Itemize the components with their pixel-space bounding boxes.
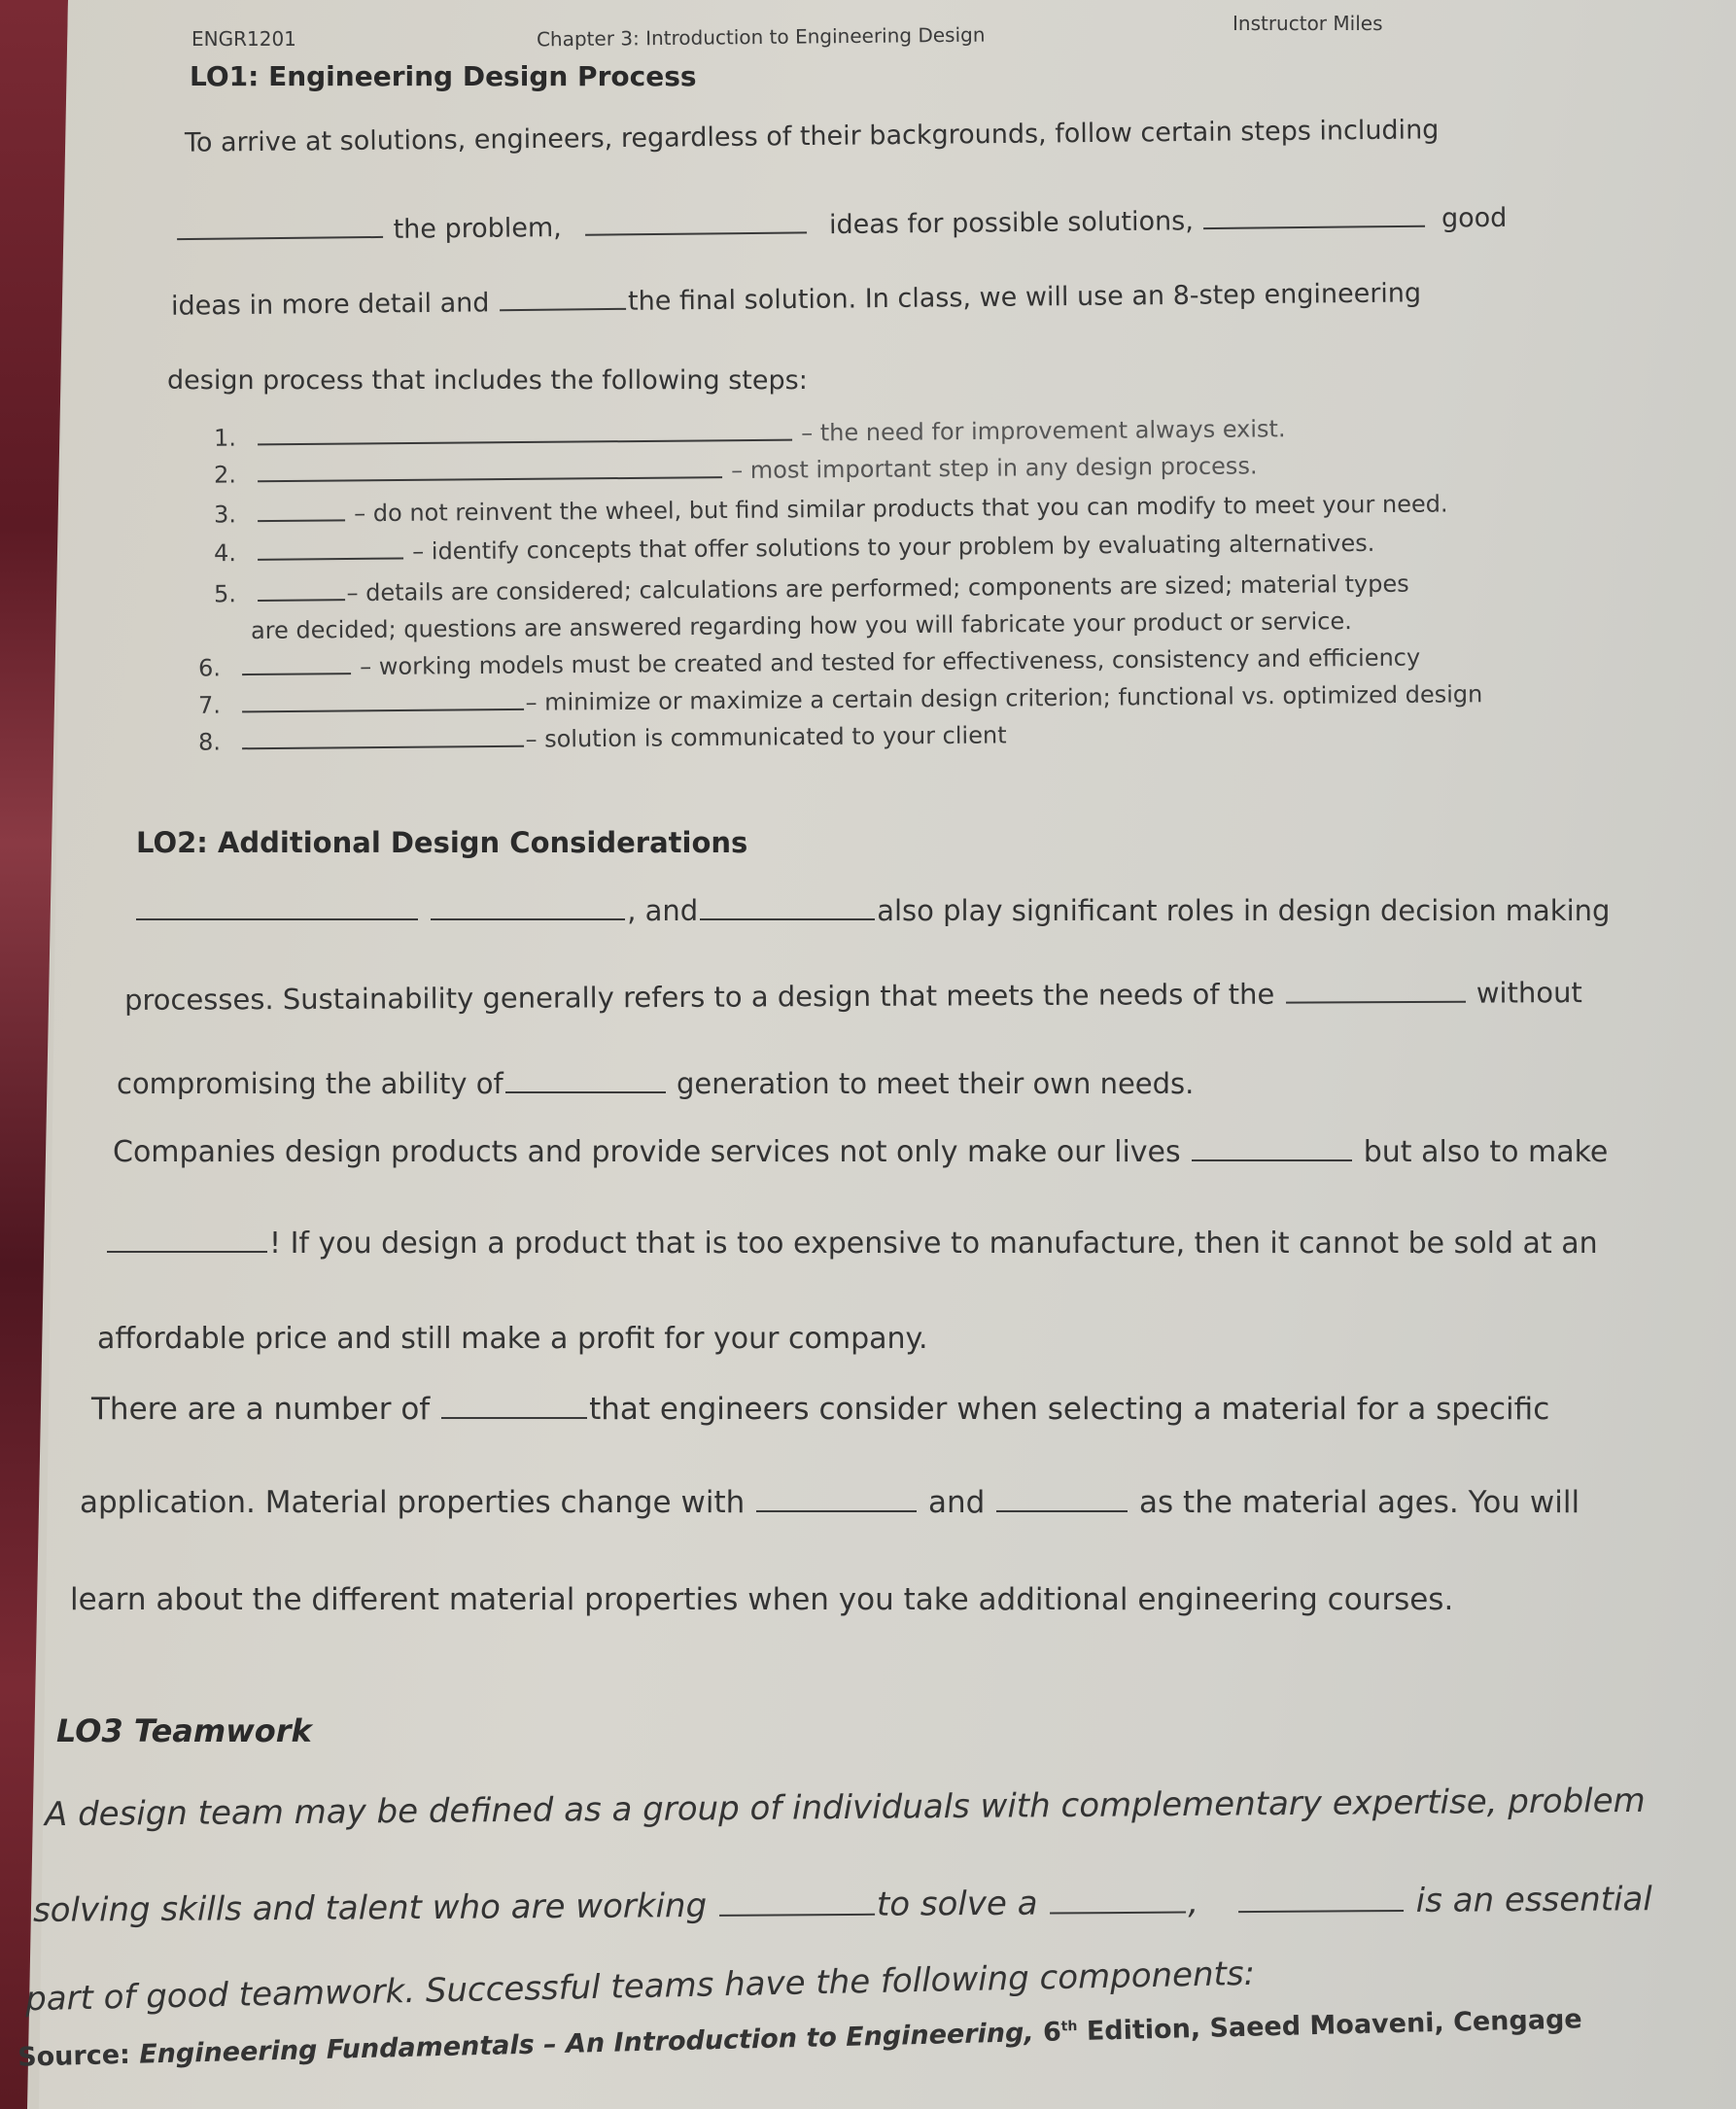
blank-field[interactable] xyxy=(431,917,625,920)
blank-field[interactable] xyxy=(258,557,403,561)
lo1-intro-line1: To arrive at solutions, engineers, regardless of their backgrounds, follow certain steps including xyxy=(184,115,1440,158)
lo1-intro-line3: ideas in more detail and the final solution. In class, we will use an 8-step engineering xyxy=(170,278,1422,322)
instructor-name: Instructor Miles xyxy=(1233,12,1383,35)
step-1: 1. – the need for improvement always exist. xyxy=(213,415,1286,452)
blank-field[interactable] xyxy=(441,1416,587,1419)
step-6: 6. – working models must be created and tested for effectiveness, consistency and efficiency xyxy=(197,643,1421,682)
step-3: 3. – do not reinvent the wheel, but find similar products that you can modify to meet your need. xyxy=(213,490,1448,529)
lo3-heading: LO3 Teamwork xyxy=(56,1712,312,1749)
blank-field[interactable] xyxy=(177,235,383,240)
lo1-heading: LO1: Engineering Design Process xyxy=(190,60,697,92)
lo2-line3: compromising the ability of generation to meet their own needs. xyxy=(117,1067,1195,1100)
lo2-heading: LO2: Additional Design Considerations xyxy=(136,826,748,859)
blank-field[interactable] xyxy=(1203,225,1425,229)
blank-field[interactable] xyxy=(500,307,626,311)
blank-field[interactable] xyxy=(258,518,345,522)
blank-field[interactable] xyxy=(700,917,875,920)
step-7: 7. – minimize or maximize a certain design criterion; functional vs. optimized design xyxy=(197,680,1483,719)
lo2-line1: , and also play significant roles in design decision making xyxy=(134,894,1610,927)
blank-field[interactable] xyxy=(242,672,351,675)
blank-field[interactable] xyxy=(756,1509,917,1512)
blank-field[interactable] xyxy=(242,744,524,750)
lo2-line4: Companies design products and provide services not only make our lives but also to make xyxy=(113,1135,1609,1169)
blank-field[interactable] xyxy=(1286,1000,1466,1004)
blank-field[interactable] xyxy=(258,438,792,446)
blank-field[interactable] xyxy=(258,475,722,482)
lo1-intro-line4: design process that includes the following steps: xyxy=(167,365,808,396)
lo2-line9: learn about the different material properties when you take additional engineering courses. xyxy=(70,1582,1454,1617)
blank-field[interactable] xyxy=(242,708,524,713)
blank-field[interactable] xyxy=(585,230,807,235)
lo2-line6: affordable price and still make a profit for your company. xyxy=(97,1322,928,1356)
chapter-title: Chapter 3: Introduction to Engineering Design xyxy=(536,22,986,52)
step-2: 2. – most important step in any design process. xyxy=(213,452,1258,489)
blank-field[interactable] xyxy=(1050,1911,1186,1915)
source-citation: Source: Engineering Fundamentals – An Introduction to Engineering, 6th Edition, Saeed Moaveni, Cengage xyxy=(17,2004,1582,2073)
lo2-line8: application. Material properties change with and as the material ages. You will xyxy=(80,1485,1580,1520)
lo3-line3: part of good teamwork. Successful teams have the following components: xyxy=(24,1953,1256,2020)
blank-field[interactable] xyxy=(1238,1909,1404,1913)
step-4: 4. – identify concepts that offer solutions to your problem by evaluating alternatives. xyxy=(213,529,1375,568)
blank-field[interactable] xyxy=(505,1090,666,1093)
blank-field[interactable] xyxy=(136,917,418,920)
lo2-line5: ! If you design a product that is too expensive to manufacture, then it cannot be sold at an xyxy=(105,1227,1598,1261)
course-code: ENGR1201 xyxy=(191,27,296,51)
lo2-line2: processes. Sustainability generally refers to a design that meets the needs of the without xyxy=(123,976,1582,1017)
lo3-line2: solving skills and talent who are working to solve a , is an essential xyxy=(32,1880,1652,1930)
step-5: 5. – details are considered; calculations are performed; components are sized; material types xyxy=(213,570,1409,608)
step-5-continued: are decided; questions are answered regarding how you will fabricate your product or service. xyxy=(250,607,1352,644)
blank-field[interactable] xyxy=(996,1509,1128,1512)
blank-field[interactable] xyxy=(1192,1158,1352,1161)
blank-field[interactable] xyxy=(107,1250,267,1253)
blank-field[interactable] xyxy=(258,598,345,602)
blank-field[interactable] xyxy=(719,1913,875,1917)
lo3-line1: A design team may be defined as a group of individuals with complementary expertise, problem xyxy=(44,1781,1646,1835)
step-8: 8. – solution is communicated to your client xyxy=(197,721,1007,756)
lo1-intro-line2: the problem, ideas for possible solutions, good xyxy=(175,203,1508,247)
lo2-line7: There are a number of that engineers consider when selecting a material for a specific xyxy=(91,1392,1550,1427)
